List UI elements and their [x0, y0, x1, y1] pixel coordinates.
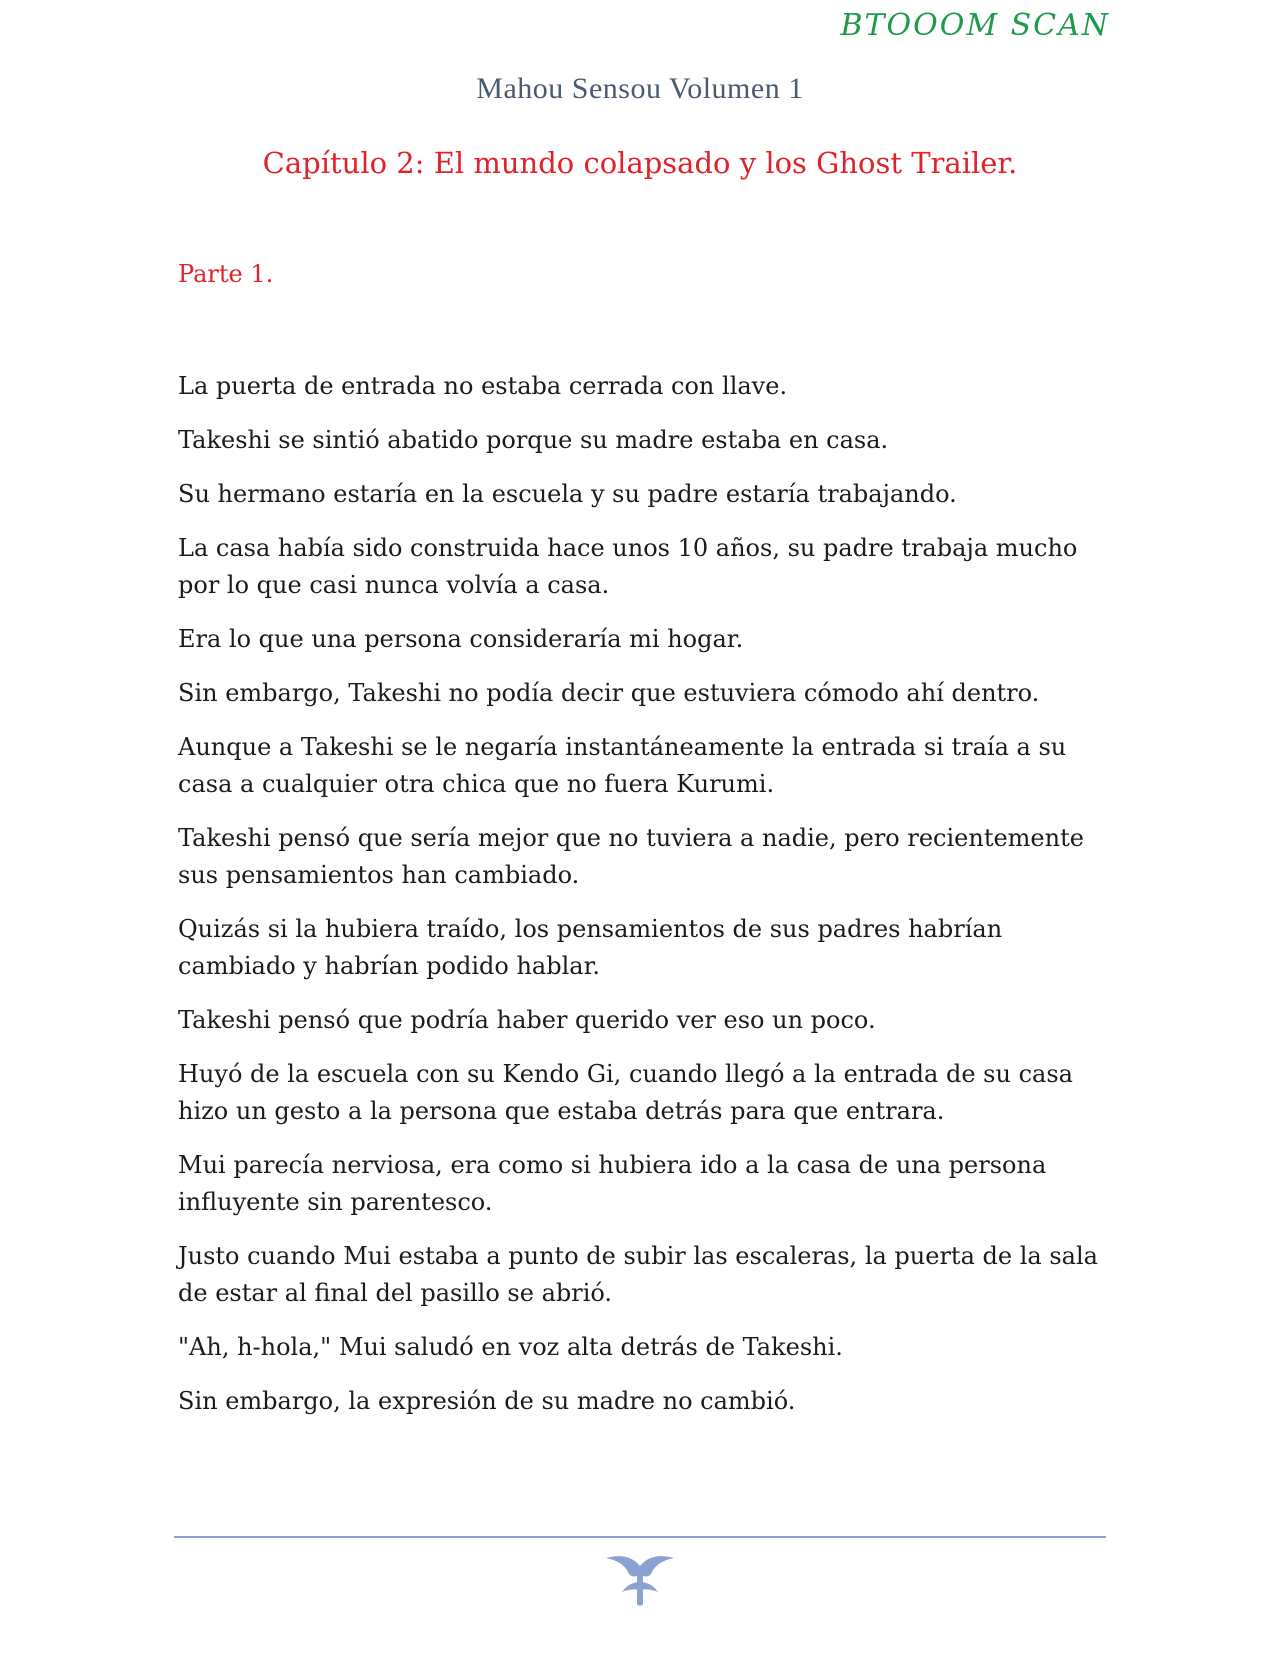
- footer-divider: [174, 1536, 1106, 1538]
- paragraph: "Ah, h-hola," Mui saludó en voz alta detrás de Takeshi.: [178, 1333, 843, 1361]
- paragraph: Takeshi se sintió abatido porque su madre estaba en casa.: [178, 426, 889, 454]
- paragraph: Quizás si la hubiera traído, los pensamientos de sus padres habrían cambiado y habrían podido hablar.: [178, 915, 1003, 980]
- paragraph: Takeshi pensó que sería mejor que no tuviera a nadie, pero recientemente sus pensamientos han cambiado.: [178, 824, 1084, 889]
- paragraph: Aunque a Takeshi se le negaría instantáneamente la entrada si traía a su casa a cualquier otra chica que no fuera Kurumi.: [178, 733, 1067, 798]
- running-header-title: Mahou Sensou Volumen 1: [476, 72, 804, 105]
- paragraph: La puerta de entrada no estaba cerrada con llave.: [178, 372, 788, 400]
- paragraph: Takeshi pensó que podría haber querido ver eso un poco.: [178, 1006, 876, 1034]
- part-heading: Parte 1.: [178, 260, 274, 288]
- chapter-title: Capítulo 2: El mundo colapsado y los Ghost Trailer.: [262, 146, 1018, 180]
- fleur-ornament-icon: [602, 1552, 678, 1608]
- paragraph: Justo cuando Mui estaba a punto de subir las escaleras, la puerta de la sala de estar al final del pasillo se abrió.: [178, 1242, 1098, 1307]
- paragraph: Su hermano estaría en la escuela y su padre estaría trabajando.: [178, 480, 957, 508]
- paragraph: Sin embargo, Takeshi no podía decir que estuviera cómodo ahí dentro.: [178, 679, 1040, 707]
- paragraph: Sin embargo, la expresión de su madre no cambió.: [178, 1387, 796, 1415]
- chapter-body: [178, 368, 1118, 1437]
- paragraph: Mui parecía nerviosa, era como si hubiera ido a la casa de una persona influyente sin parentesco.: [178, 1151, 1047, 1216]
- paragraph: Era lo que una persona consideraría mi hogar.: [178, 625, 744, 653]
- scanlation-watermark: BTOOOM SCAN: [840, 8, 1110, 43]
- paragraph: Huyó de la escuela con su Kendo Gi, cuando llegó a la entrada de su casa hizo un gesto a la persona que estaba detrás para que entrara.: [178, 1060, 1073, 1125]
- paragraph: La casa había sido construida hace unos 10 años, su padre trabaja mucho por lo que casi nunca volvía a casa.: [178, 534, 1078, 599]
